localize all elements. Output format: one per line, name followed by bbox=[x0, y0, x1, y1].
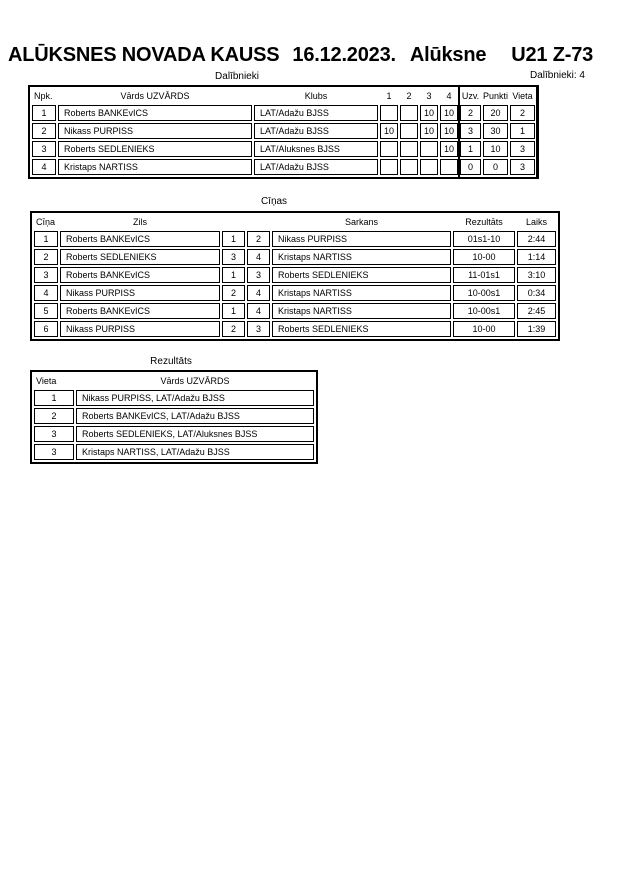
participants-count-label: Dalībnieki: 4 bbox=[529, 70, 585, 81]
table-row bbox=[34, 303, 556, 319]
table-cell: 3 bbox=[510, 141, 535, 157]
table-cell: LAT/Aluksnes BJSS bbox=[254, 141, 378, 157]
table-cell: Roberts SEDLENIEKS bbox=[60, 249, 220, 265]
column-header: Vieta bbox=[36, 376, 57, 386]
table-cell: 0:34 bbox=[517, 285, 556, 301]
table-cell bbox=[440, 159, 458, 175]
table-cell: Nikass PURPISS bbox=[60, 285, 220, 301]
table-row bbox=[34, 408, 314, 424]
table-cell: 2 bbox=[247, 231, 270, 247]
page-title bbox=[8, 44, 624, 67]
table-row bbox=[32, 105, 535, 121]
table-row bbox=[34, 267, 556, 283]
table-cell: 3 bbox=[34, 426, 74, 442]
table-cell: 3 bbox=[222, 249, 245, 265]
table-cell bbox=[400, 159, 418, 175]
header-row bbox=[32, 89, 535, 103]
title-category: U21 Z-73 bbox=[511, 44, 594, 66]
table-cell: 1 bbox=[460, 141, 481, 157]
column-header: Vārds UZVĀRDS bbox=[160, 376, 230, 386]
title-place: Alūksne bbox=[409, 44, 487, 66]
table-cell: 10-00 bbox=[453, 321, 515, 337]
results-table bbox=[30, 370, 318, 464]
table-row bbox=[34, 249, 556, 265]
table-cell bbox=[400, 141, 418, 157]
table-cell: Roberts SEDLENIEKS bbox=[272, 321, 451, 337]
table-cell: 10-00s1 bbox=[453, 303, 515, 319]
table-cell: Roberts BANKEvICS bbox=[58, 105, 252, 121]
table-cell: 2 bbox=[460, 105, 481, 121]
table-cell: 10 bbox=[380, 123, 398, 139]
column-header: Laiks bbox=[525, 217, 547, 227]
table-cell: 10 bbox=[420, 105, 438, 121]
table-cell: Kristaps NARTISS, LAT/Adažu BJSS bbox=[76, 444, 314, 460]
column-header: 4 bbox=[446, 91, 452, 101]
header-row bbox=[34, 215, 556, 229]
table-cell: 10 bbox=[440, 105, 458, 121]
header-row bbox=[34, 374, 314, 388]
table-cell: 4 bbox=[247, 285, 270, 301]
table-row bbox=[34, 321, 556, 337]
column-header: Npk. bbox=[34, 91, 53, 101]
table-cell: Kristaps NARTISS bbox=[58, 159, 252, 175]
table-cell: 1 bbox=[222, 267, 245, 283]
table-cell: LAT/Adažu BJSS bbox=[254, 159, 378, 175]
table-cell: Roberts SEDLENIEKS bbox=[272, 267, 451, 283]
table-row bbox=[32, 159, 535, 175]
table-row bbox=[32, 123, 535, 139]
section-label-participants: Dalībnieki bbox=[215, 71, 259, 82]
column-header: Punkti bbox=[483, 91, 509, 101]
column-header: Zils bbox=[133, 217, 147, 227]
table-cell: 3 bbox=[32, 141, 56, 157]
table-cell: 2 bbox=[510, 105, 535, 121]
table-cell: Roberts BANKEvICS, LAT/Adažu BJSS bbox=[76, 408, 314, 424]
column-header bbox=[247, 215, 270, 229]
table-cell: 4 bbox=[247, 249, 270, 265]
table-cell: 11-01s1 bbox=[453, 267, 515, 283]
table-cell bbox=[420, 159, 438, 175]
table-cell: 2:44 bbox=[517, 231, 556, 247]
column-header: 2 bbox=[406, 91, 412, 101]
table-cell: Roberts BANKEvICS bbox=[60, 231, 220, 247]
table-cell bbox=[420, 141, 438, 157]
table-cell: 10 bbox=[440, 141, 458, 157]
title-date: 16.12.2023. bbox=[292, 44, 396, 66]
table-cell: 30 bbox=[483, 123, 508, 139]
table-cell: Roberts BANKEvICS bbox=[60, 303, 220, 319]
table-cell: 1:39 bbox=[517, 321, 556, 337]
column-header: Klubs bbox=[304, 91, 328, 101]
table-cell: 3:10 bbox=[517, 267, 556, 283]
table-cell: 3 bbox=[510, 159, 535, 175]
column-header: Rezultāts bbox=[465, 217, 503, 227]
table-cell: Roberts BANKEvICS bbox=[60, 267, 220, 283]
table-cell: Roberts SEDLENIEKS, LAT/Aluksnes BJSS bbox=[76, 426, 314, 442]
table-cell: 0 bbox=[460, 159, 481, 175]
table-cell: 10-00s1 bbox=[453, 285, 515, 301]
table-cell: 1:14 bbox=[517, 249, 556, 265]
table-cell: 1 bbox=[510, 123, 535, 139]
table-cell: 1 bbox=[34, 390, 74, 406]
table-cell bbox=[380, 141, 398, 157]
table-cell: Nikass PURPISS bbox=[58, 123, 252, 139]
table-cell: Roberts SEDLENIEKS bbox=[58, 141, 252, 157]
bouts-table bbox=[30, 211, 560, 341]
table-cell: 3 bbox=[247, 267, 270, 283]
table-cell: 1 bbox=[32, 105, 56, 121]
table-cell: 1 bbox=[34, 231, 58, 247]
table-cell: 20 bbox=[483, 105, 508, 121]
table-cell bbox=[380, 105, 398, 121]
table-cell: 3 bbox=[34, 267, 58, 283]
table-row bbox=[32, 141, 535, 157]
participants-table bbox=[28, 85, 539, 179]
table-cell: 4 bbox=[32, 159, 56, 175]
table-cell: Kristaps NARTISS bbox=[272, 249, 451, 265]
table-cell: 0 bbox=[483, 159, 508, 175]
column-header: Vieta bbox=[512, 91, 533, 101]
column-header: Vārds UZVĀRDS bbox=[120, 91, 190, 101]
table-row bbox=[34, 231, 556, 247]
title-event: ALŪKSNES NOVADA KAUSS bbox=[8, 44, 280, 66]
table-row bbox=[34, 285, 556, 301]
table-cell: 10 bbox=[483, 141, 508, 157]
column-header: 3 bbox=[426, 91, 432, 101]
table-cell: 2:45 bbox=[517, 303, 556, 319]
section-label-bouts: Cīņas bbox=[260, 196, 288, 207]
table-row bbox=[34, 390, 314, 406]
table-cell: Nikass PURPISS bbox=[272, 231, 451, 247]
table-cell: 3 bbox=[460, 123, 481, 139]
table-cell: LAT/Adažu BJSS bbox=[254, 105, 378, 121]
column-header: Uzv. bbox=[461, 91, 480, 101]
table-cell: 2 bbox=[32, 123, 56, 139]
table-cell: 01s1-10 bbox=[453, 231, 515, 247]
table-cell: 3 bbox=[247, 321, 270, 337]
table-cell: 1 bbox=[222, 303, 245, 319]
table-cell: 1 bbox=[222, 231, 245, 247]
table-cell: Kristaps NARTISS bbox=[272, 303, 451, 319]
table-cell: 3 bbox=[34, 444, 74, 460]
table-cell: 6 bbox=[34, 321, 58, 337]
table-cell: 2 bbox=[222, 321, 245, 337]
table-cell: 4 bbox=[247, 303, 270, 319]
table-cell: 10 bbox=[420, 123, 438, 139]
table-cell: Kristaps NARTISS bbox=[272, 285, 451, 301]
table-row bbox=[34, 444, 314, 460]
section-label-results: Rezultāts bbox=[150, 356, 192, 367]
table-cell: 10 bbox=[440, 123, 458, 139]
table-cell: Nikass PURPISS, LAT/Adažu BJSS bbox=[76, 390, 314, 406]
table-cell: 4 bbox=[34, 285, 58, 301]
table-cell bbox=[400, 123, 418, 139]
table-cell: 2 bbox=[34, 249, 58, 265]
column-header: Cīņa bbox=[36, 217, 56, 227]
column-header: Sarkans bbox=[344, 217, 379, 227]
table-cell: 5 bbox=[34, 303, 58, 319]
table-cell bbox=[400, 105, 418, 121]
table-cell: 2 bbox=[34, 408, 74, 424]
column-header: 1 bbox=[386, 91, 392, 101]
table-cell: 2 bbox=[222, 285, 245, 301]
table-cell: Nikass PURPISS bbox=[60, 321, 220, 337]
column-header bbox=[222, 215, 245, 229]
table-cell: 10-00 bbox=[453, 249, 515, 265]
table-cell bbox=[380, 159, 398, 175]
table-row bbox=[34, 426, 314, 442]
table-cell: LAT/Adažu BJSS bbox=[254, 123, 378, 139]
